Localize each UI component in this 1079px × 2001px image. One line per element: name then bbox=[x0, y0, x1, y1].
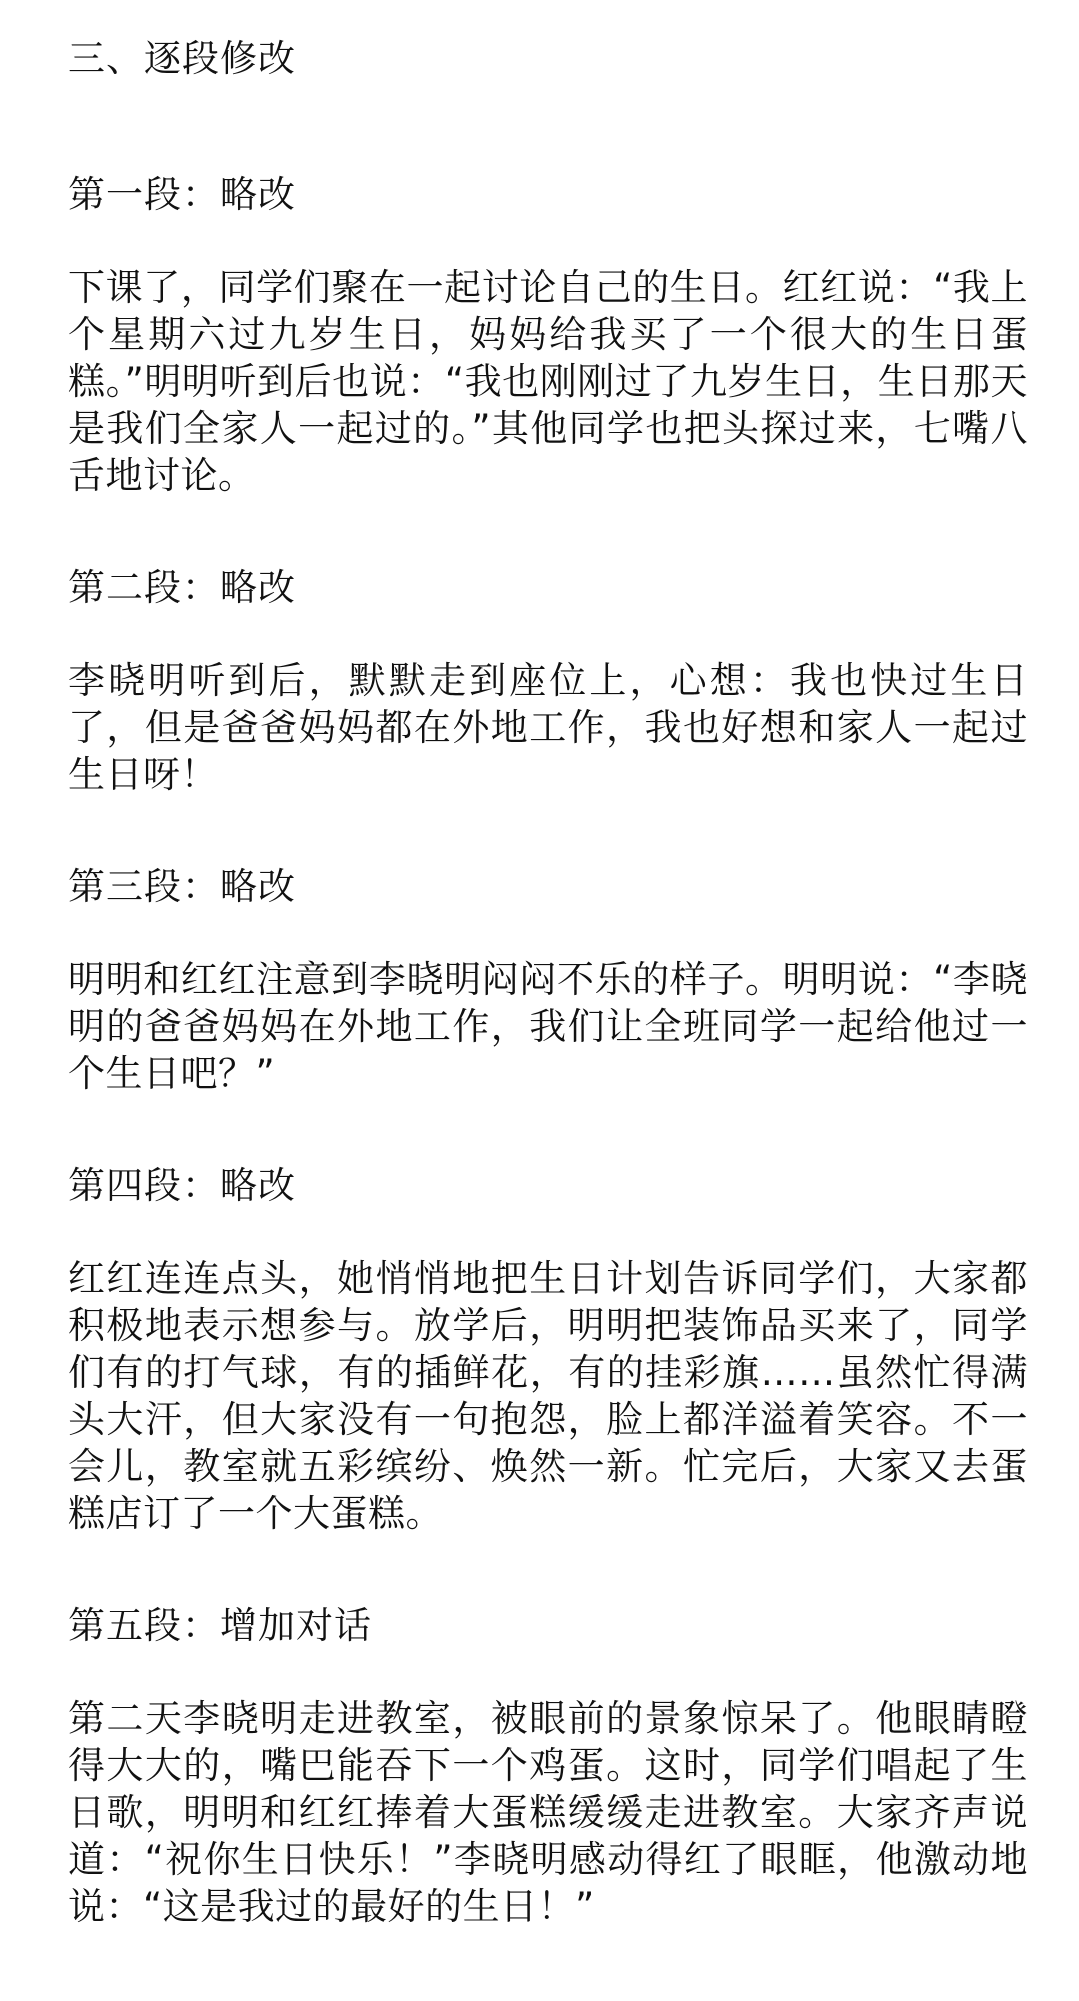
section-heading: 第三段：略改 bbox=[68, 865, 296, 908]
section-paragraph: 明明和红红注意到李晓明闷闷不乐的样子。明明说：“李晓明的爸爸妈妈在外地工作，我们让全班同学一起给他过一个生日吧？” bbox=[68, 958, 1028, 1095]
section-heading: 第四段：略改 bbox=[68, 1164, 296, 1207]
section-5 bbox=[68, 1595, 1028, 1930]
section-3 bbox=[68, 856, 1028, 1097]
section-heading: 第五段：增加对话 bbox=[68, 1604, 372, 1647]
section-heading: 第一段：略改 bbox=[68, 173, 296, 216]
section-heading: 第二段：略改 bbox=[68, 566, 296, 609]
document-page bbox=[68, 28, 1028, 1930]
section-paragraph: 第二天李晓明走进教室，被眼前的景象惊呆了。他眼睛瞪得大大的，嘴巴能吞下一个鸡蛋。这时，同学们唱起了生日歌，明明和红红捧着大蛋糕缓缓走进教室。大家齐声说道：“祝你生日快乐！”李晓明感动得红了眼眶，他激动地说：“这是我过的最好的生日！” bbox=[68, 1697, 1028, 1928]
section-2 bbox=[68, 557, 1028, 798]
section-paragraph: 下课了，同学们聚在一起讨论自己的生日。红红说：“我上个星期六过九岁生日，妈妈给我买了一个很大的生日蛋糕。”明明听到后也说：“我也刚刚过了九岁生日，生日那天是我们全家人一起过的。”其他同学也把头探过来，七嘴八舌地讨论。 bbox=[68, 266, 1028, 497]
section-4 bbox=[68, 1155, 1028, 1537]
section-paragraph: 李晓明听到后，默默走到座位上，心想：我也快过生日了，但是爸爸妈妈都在外地工作，我也好想和家人一起过生日呀！ bbox=[68, 659, 1028, 796]
page-title: 三、逐段修改 bbox=[68, 37, 296, 80]
section-1 bbox=[68, 164, 1028, 499]
section-paragraph: 红红连连点头，她悄悄地把生日计划告诉同学们，大家都积极地表示想参与。放学后，明明把装饰品买来了，同学们有的打气球，有的插鲜花，有的挂彩旗……虽然忙得满头大汗，但大家没有一句抱怨，脸上都洋溢着笑容。不一会儿，教室就五彩缤纷、焕然一新。忙完后，大家又去蛋糕店订了一个大蛋糕。 bbox=[68, 1257, 1028, 1535]
